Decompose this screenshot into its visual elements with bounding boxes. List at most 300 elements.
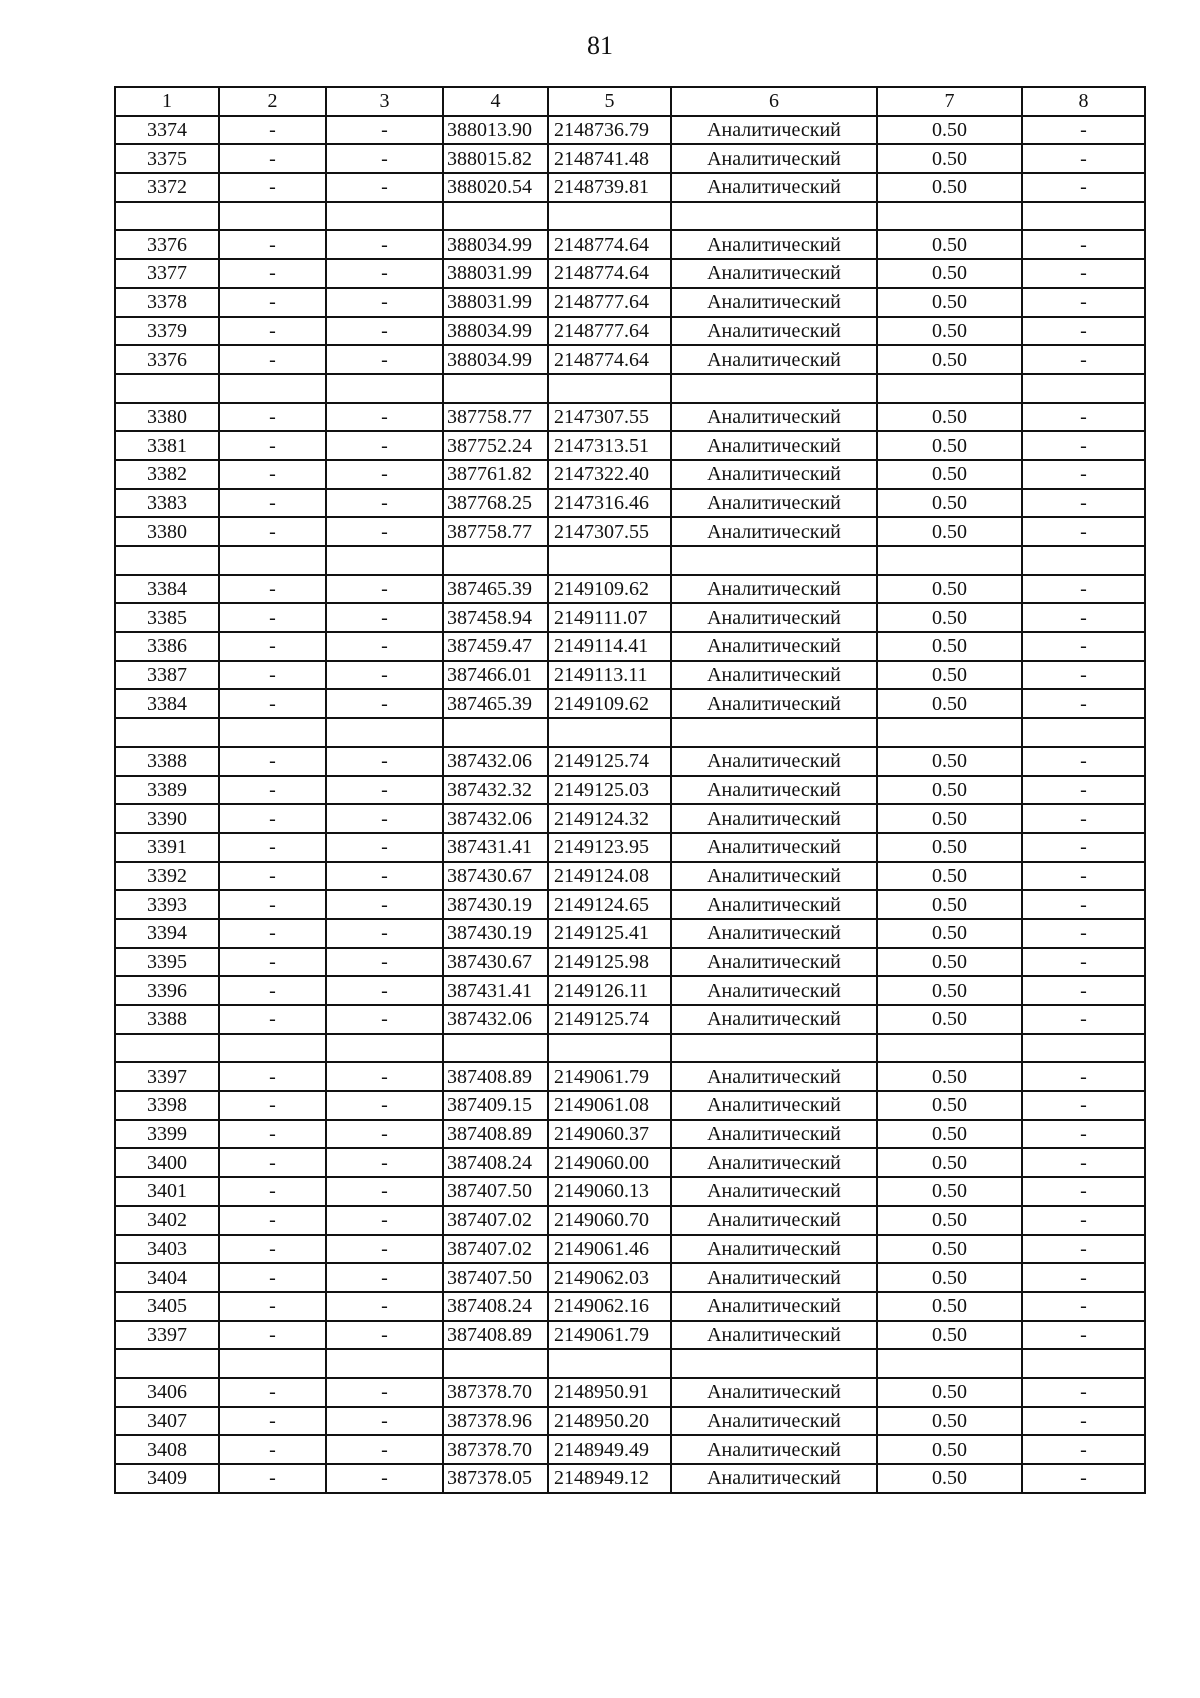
cell-col-8: - <box>1022 1177 1145 1206</box>
cell-method: Аналитический <box>671 948 877 977</box>
cell-accuracy <box>877 718 1022 747</box>
cell-accuracy: 0.50 <box>877 1378 1022 1407</box>
cell-method: Аналитический <box>671 1407 877 1436</box>
table-row <box>115 1177 1145 1206</box>
cell-coord-y: 2149125.98 <box>548 948 671 977</box>
cell-method: Аналитический <box>671 230 877 259</box>
cell-col-2: - <box>219 1292 326 1321</box>
cell-method <box>671 1034 877 1063</box>
cell-col-3 <box>326 202 443 231</box>
cell-col-8: - <box>1022 1407 1145 1436</box>
table-row <box>115 776 1145 805</box>
table-row <box>115 833 1145 862</box>
table-row <box>115 890 1145 919</box>
cell-col-8: - <box>1022 1435 1145 1464</box>
cell-method: Аналитический <box>671 1091 877 1120</box>
cell-coord-y: 2149124.65 <box>548 890 671 919</box>
cell-coord-x: 387430.67 <box>443 948 548 977</box>
cell-coord-y: 2148950.91 <box>548 1378 671 1407</box>
cell-coord-y: 2148774.64 <box>548 259 671 288</box>
cell-accuracy: 0.50 <box>877 1464 1022 1493</box>
cell-col-3: - <box>326 1005 443 1034</box>
cell-coord-y: 2149061.46 <box>548 1235 671 1264</box>
table-row <box>115 603 1145 632</box>
cell-method <box>671 202 877 231</box>
cell-col-3: - <box>326 919 443 948</box>
cell-coord-y: 2148774.64 <box>548 230 671 259</box>
cell-col-2: - <box>219 1005 326 1034</box>
cell-col-3: - <box>326 1235 443 1264</box>
cell-coord-x: 387758.77 <box>443 517 548 546</box>
cell-coord-x: 387408.24 <box>443 1148 548 1177</box>
cell-col-3: - <box>326 489 443 518</box>
cell-col-8: - <box>1022 144 1145 173</box>
cell-accuracy: 0.50 <box>877 833 1022 862</box>
cell-col-8: - <box>1022 948 1145 977</box>
cell-accuracy: 0.50 <box>877 603 1022 632</box>
coordinates-table <box>114 86 1146 1494</box>
cell-method: Аналитический <box>671 689 877 718</box>
cell-coord-y: 2149109.62 <box>548 689 671 718</box>
cell-col-8: - <box>1022 1148 1145 1177</box>
cell-col-2: - <box>219 403 326 432</box>
cell-coord-y <box>548 546 671 575</box>
cell-coord-x: 387407.50 <box>443 1177 548 1206</box>
cell-coord-x: 387465.39 <box>443 575 548 604</box>
cell-col-2: - <box>219 1062 326 1091</box>
cell-method: Аналитический <box>671 144 877 173</box>
cell-col-3: - <box>326 890 443 919</box>
cell-accuracy: 0.50 <box>877 661 1022 690</box>
cell-col-2: - <box>219 259 326 288</box>
cell-col-2 <box>219 374 326 403</box>
cell-col-3 <box>326 1034 443 1063</box>
cell-coord-x: 387466.01 <box>443 661 548 690</box>
cell-col-2 <box>219 1034 326 1063</box>
cell-coord-y: 2148949.49 <box>548 1435 671 1464</box>
cell-col-2: - <box>219 1177 326 1206</box>
cell-accuracy: 0.50 <box>877 689 1022 718</box>
cell-method: Аналитический <box>671 460 877 489</box>
cell-accuracy: 0.50 <box>877 460 1022 489</box>
cell-col-8: - <box>1022 403 1145 432</box>
separator-row <box>115 546 1145 575</box>
cell-col-3: - <box>326 1263 443 1292</box>
cell-col-2: - <box>219 489 326 518</box>
cell-method: Аналитический <box>671 919 877 948</box>
cell-method: Аналитический <box>671 288 877 317</box>
cell-coord-x: 387458.94 <box>443 603 548 632</box>
cell-coord-y: 2148949.12 <box>548 1464 671 1493</box>
cell-method: Аналитический <box>671 747 877 776</box>
table-row <box>115 862 1145 891</box>
cell-method: Аналитический <box>671 173 877 202</box>
cell-col-2: - <box>219 1091 326 1120</box>
cell-coord-y: 2149061.08 <box>548 1091 671 1120</box>
cell-method: Аналитический <box>671 1464 877 1493</box>
cell-col-3: - <box>326 862 443 891</box>
cell-point-number: 3380 <box>115 403 219 432</box>
table-row <box>115 1206 1145 1235</box>
cell-col-8: - <box>1022 460 1145 489</box>
cell-accuracy: 0.50 <box>877 1091 1022 1120</box>
cell-col-3: - <box>326 948 443 977</box>
cell-col-3: - <box>326 776 443 805</box>
cell-coord-x: 387408.24 <box>443 1292 548 1321</box>
cell-method: Аналитический <box>671 1235 877 1264</box>
cell-coord-y <box>548 1349 671 1378</box>
cell-method: Аналитический <box>671 603 877 632</box>
cell-coord-x: 387409.15 <box>443 1091 548 1120</box>
table-row <box>115 1464 1145 1493</box>
cell-col-8: - <box>1022 804 1145 833</box>
cell-accuracy: 0.50 <box>877 804 1022 833</box>
cell-col-3: - <box>326 1091 443 1120</box>
cell-col-2: - <box>219 173 326 202</box>
cell-col-8: - <box>1022 345 1145 374</box>
cell-coord-x: 387408.89 <box>443 1321 548 1350</box>
cell-accuracy: 0.50 <box>877 1005 1022 1034</box>
cell-col-3: - <box>326 1062 443 1091</box>
cell-accuracy: 0.50 <box>877 259 1022 288</box>
cell-col-2: - <box>219 1263 326 1292</box>
cell-coord-x: 387408.89 <box>443 1062 548 1091</box>
cell-col-8 <box>1022 546 1145 575</box>
cell-method <box>671 1349 877 1378</box>
cell-col-8: - <box>1022 1005 1145 1034</box>
cell-col-2: - <box>219 230 326 259</box>
cell-coord-y: 2149060.13 <box>548 1177 671 1206</box>
cell-col-3: - <box>326 1464 443 1493</box>
cell-point-number: 3375 <box>115 144 219 173</box>
cell-col-2: - <box>219 919 326 948</box>
table-body <box>115 116 1145 1493</box>
cell-col-3: - <box>326 1407 443 1436</box>
cell-accuracy: 0.50 <box>877 317 1022 346</box>
cell-accuracy: 0.50 <box>877 1263 1022 1292</box>
cell-col-3: - <box>326 1148 443 1177</box>
cell-accuracy: 0.50 <box>877 1062 1022 1091</box>
cell-method: Аналитический <box>671 1206 877 1235</box>
cell-col-2: - <box>219 431 326 460</box>
cell-coord-y: 2149123.95 <box>548 833 671 862</box>
table-row <box>115 460 1145 489</box>
cell-accuracy: 0.50 <box>877 345 1022 374</box>
cell-coord-x: 387407.50 <box>443 1263 548 1292</box>
cell-col-8: - <box>1022 575 1145 604</box>
cell-col-3: - <box>326 1321 443 1350</box>
cell-accuracy: 0.50 <box>877 116 1022 145</box>
cell-col-8: - <box>1022 919 1145 948</box>
cell-col-2: - <box>219 144 326 173</box>
table-row <box>115 1148 1145 1177</box>
cell-coord-x: 388013.90 <box>443 116 548 145</box>
cell-point-number: 3402 <box>115 1206 219 1235</box>
table-row <box>115 1292 1145 1321</box>
cell-col-8: - <box>1022 1464 1145 1493</box>
cell-method: Аналитический <box>671 661 877 690</box>
cell-col-3: - <box>326 1206 443 1235</box>
table-row <box>115 919 1145 948</box>
cell-col-2 <box>219 1349 326 1378</box>
cell-coord-x: 388015.82 <box>443 144 548 173</box>
cell-col-2: - <box>219 689 326 718</box>
cell-col-8 <box>1022 718 1145 747</box>
cell-coord-y: 2148736.79 <box>548 116 671 145</box>
cell-point-number: 3372 <box>115 173 219 202</box>
cell-method: Аналитический <box>671 345 877 374</box>
table-row <box>115 948 1145 977</box>
cell-coord-y: 2147316.46 <box>548 489 671 518</box>
cell-coord-x <box>443 546 548 575</box>
cell-coord-x <box>443 374 548 403</box>
cell-col-3: - <box>326 173 443 202</box>
table-row <box>115 661 1145 690</box>
table-row <box>115 976 1145 1005</box>
table-row <box>115 173 1145 202</box>
table-row <box>115 632 1145 661</box>
cell-accuracy: 0.50 <box>877 1177 1022 1206</box>
cell-coord-x: 387768.25 <box>443 489 548 518</box>
cell-point-number: 3397 <box>115 1321 219 1350</box>
cell-point-number: 3397 <box>115 1062 219 1091</box>
table-row <box>115 431 1145 460</box>
cell-col-2: - <box>219 747 326 776</box>
cell-point-number: 3374 <box>115 116 219 145</box>
cell-coord-y: 2149060.37 <box>548 1120 671 1149</box>
cell-coord-x: 387430.19 <box>443 919 548 948</box>
cell-coord-y: 2148950.20 <box>548 1407 671 1436</box>
cell-col-3: - <box>326 259 443 288</box>
cell-coord-x: 387378.96 <box>443 1407 548 1436</box>
cell-col-2: - <box>219 833 326 862</box>
cell-col-8: - <box>1022 1263 1145 1292</box>
cell-coord-y: 2149062.16 <box>548 1292 671 1321</box>
cell-coord-y: 2149125.41 <box>548 919 671 948</box>
cell-point-number: 3395 <box>115 948 219 977</box>
cell-coord-y: 2149060.70 <box>548 1206 671 1235</box>
header-cell: 6 <box>671 87 877 116</box>
cell-col-8: - <box>1022 1378 1145 1407</box>
cell-col-8: - <box>1022 1062 1145 1091</box>
cell-coord-y <box>548 1034 671 1063</box>
cell-accuracy: 0.50 <box>877 976 1022 1005</box>
table-row <box>115 1120 1145 1149</box>
cell-col-8: - <box>1022 890 1145 919</box>
cell-method: Аналитический <box>671 976 877 1005</box>
cell-coord-y: 2147322.40 <box>548 460 671 489</box>
cell-coord-x: 388020.54 <box>443 173 548 202</box>
cell-col-3: - <box>326 517 443 546</box>
separator-row <box>115 718 1145 747</box>
cell-method: Аналитический <box>671 890 877 919</box>
cell-col-8: - <box>1022 689 1145 718</box>
cell-col-3: - <box>326 575 443 604</box>
cell-method: Аналитический <box>671 1321 877 1350</box>
header-cell: 1 <box>115 87 219 116</box>
table-row <box>115 403 1145 432</box>
cell-method: Аналитический <box>671 1120 877 1149</box>
cell-point-number: 3391 <box>115 833 219 862</box>
cell-coord-y: 2148777.64 <box>548 288 671 317</box>
cell-coord-y: 2148741.48 <box>548 144 671 173</box>
cell-col-3 <box>326 718 443 747</box>
cell-point-number: 3378 <box>115 288 219 317</box>
cell-col-8: - <box>1022 1321 1145 1350</box>
cell-point-number: 3407 <box>115 1407 219 1436</box>
cell-method: Аналитический <box>671 833 877 862</box>
cell-col-8: - <box>1022 431 1145 460</box>
table-row <box>115 259 1145 288</box>
cell-col-2: - <box>219 1464 326 1493</box>
cell-col-2: - <box>219 460 326 489</box>
cell-coord-x: 387758.77 <box>443 403 548 432</box>
cell-point-number: 3400 <box>115 1148 219 1177</box>
cell-accuracy: 0.50 <box>877 144 1022 173</box>
cell-col-2: - <box>219 1435 326 1464</box>
cell-accuracy <box>877 374 1022 403</box>
table-row <box>115 288 1145 317</box>
cell-accuracy: 0.50 <box>877 288 1022 317</box>
cell-col-2 <box>219 718 326 747</box>
cell-col-3: - <box>326 460 443 489</box>
cell-coord-x: 388034.99 <box>443 230 548 259</box>
cell-coord-x: 387430.67 <box>443 862 548 891</box>
cell-col-8: - <box>1022 603 1145 632</box>
cell-point-number: 3376 <box>115 230 219 259</box>
table-row <box>115 116 1145 145</box>
cell-coord-x: 388031.99 <box>443 288 548 317</box>
cell-col-2: - <box>219 1120 326 1149</box>
cell-accuracy: 0.50 <box>877 1321 1022 1350</box>
cell-col-8: - <box>1022 833 1145 862</box>
cell-coord-x: 387761.82 <box>443 460 548 489</box>
cell-method: Аналитический <box>671 1435 877 1464</box>
cell-coord-y: 2148739.81 <box>548 173 671 202</box>
cell-col-8: - <box>1022 1206 1145 1235</box>
cell-coord-y: 2149111.07 <box>548 603 671 632</box>
cell-accuracy: 0.50 <box>877 1235 1022 1264</box>
cell-point-number <box>115 546 219 575</box>
cell-col-2: - <box>219 345 326 374</box>
cell-accuracy: 0.50 <box>877 747 1022 776</box>
cell-coord-y: 2149113.11 <box>548 661 671 690</box>
cell-col-3 <box>326 374 443 403</box>
cell-coord-x: 388031.99 <box>443 259 548 288</box>
cell-col-3: - <box>326 804 443 833</box>
cell-col-3 <box>326 1349 443 1378</box>
cell-method: Аналитический <box>671 1292 877 1321</box>
cell-coord-x: 387752.24 <box>443 431 548 460</box>
cell-accuracy <box>877 546 1022 575</box>
cell-method: Аналитический <box>671 403 877 432</box>
cell-coord-x: 387465.39 <box>443 689 548 718</box>
cell-coord-x: 387432.06 <box>443 1005 548 1034</box>
cell-col-8 <box>1022 202 1145 231</box>
cell-coord-y <box>548 202 671 231</box>
cell-col-8: - <box>1022 862 1145 891</box>
cell-accuracy: 0.50 <box>877 1407 1022 1436</box>
cell-col-8: - <box>1022 632 1145 661</box>
cell-col-3: - <box>326 317 443 346</box>
cell-col-2: - <box>219 517 326 546</box>
cell-col-2: - <box>219 116 326 145</box>
cell-col-8: - <box>1022 661 1145 690</box>
cell-point-number: 3401 <box>115 1177 219 1206</box>
header-cell: 8 <box>1022 87 1145 116</box>
cell-method: Аналитический <box>671 632 877 661</box>
cell-accuracy: 0.50 <box>877 862 1022 891</box>
cell-col-2: - <box>219 1235 326 1264</box>
cell-accuracy: 0.50 <box>877 173 1022 202</box>
cell-col-8: - <box>1022 1235 1145 1264</box>
cell-coord-y: 2149126.11 <box>548 976 671 1005</box>
table-row <box>115 1091 1145 1120</box>
cell-col-2: - <box>219 1378 326 1407</box>
table-row <box>115 1407 1145 1436</box>
table-row <box>115 317 1145 346</box>
cell-method: Аналитический <box>671 1378 877 1407</box>
cell-point-number: 3405 <box>115 1292 219 1321</box>
cell-coord-y: 2149114.41 <box>548 632 671 661</box>
cell-point-number: 3389 <box>115 776 219 805</box>
cell-accuracy <box>877 202 1022 231</box>
cell-accuracy: 0.50 <box>877 1435 1022 1464</box>
cell-point-number: 3393 <box>115 890 219 919</box>
cell-method: Аналитический <box>671 431 877 460</box>
cell-col-2: - <box>219 288 326 317</box>
cell-col-3: - <box>326 1120 443 1149</box>
cell-coord-x: 387407.02 <box>443 1235 548 1264</box>
table-row <box>115 804 1145 833</box>
cell-coord-y: 2148777.64 <box>548 317 671 346</box>
cell-accuracy: 0.50 <box>877 1292 1022 1321</box>
cell-method: Аналитический <box>671 776 877 805</box>
cell-col-2: - <box>219 862 326 891</box>
cell-coord-y: 2149125.03 <box>548 776 671 805</box>
cell-coord-y: 2147307.55 <box>548 403 671 432</box>
cell-coord-x: 387431.41 <box>443 976 548 1005</box>
cell-col-3: - <box>326 689 443 718</box>
cell-method: Аналитический <box>671 1005 877 1034</box>
cell-point-number: 3382 <box>115 460 219 489</box>
cell-accuracy: 0.50 <box>877 948 1022 977</box>
cell-method <box>671 374 877 403</box>
cell-col-2: - <box>219 948 326 977</box>
table-row <box>115 1062 1145 1091</box>
cell-col-3: - <box>326 116 443 145</box>
cell-col-3: - <box>326 603 443 632</box>
cell-coord-x <box>443 1349 548 1378</box>
cell-point-number: 3406 <box>115 1378 219 1407</box>
cell-point-number: 3384 <box>115 689 219 718</box>
cell-point-number: 3380 <box>115 517 219 546</box>
cell-method: Аналитический <box>671 489 877 518</box>
cell-method: Аналитический <box>671 575 877 604</box>
cell-method: Аналитический <box>671 862 877 891</box>
cell-coord-y: 2149125.74 <box>548 747 671 776</box>
cell-accuracy: 0.50 <box>877 517 1022 546</box>
cell-col-8: - <box>1022 317 1145 346</box>
cell-coord-y: 2148774.64 <box>548 345 671 374</box>
cell-point-number: 3386 <box>115 632 219 661</box>
cell-point-number: 3387 <box>115 661 219 690</box>
cell-col-2 <box>219 202 326 231</box>
cell-col-2: - <box>219 603 326 632</box>
table-row <box>115 1005 1145 1034</box>
cell-coord-x: 388034.99 <box>443 345 548 374</box>
cell-method: Аналитический <box>671 259 877 288</box>
